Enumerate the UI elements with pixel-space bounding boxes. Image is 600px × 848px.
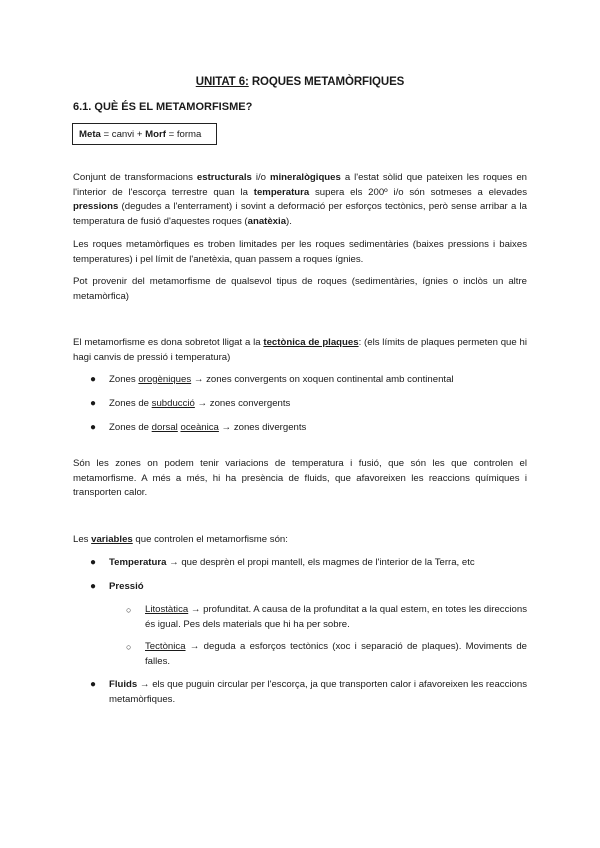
text-run: Zones de (109, 422, 152, 433)
bullet-icon: ● (90, 679, 97, 690)
keyword-tectonica: Tectònica (145, 641, 186, 652)
keyword-pressio: Pressió (109, 581, 144, 592)
section-heading: 6.1. QUÈ ÉS EL METAMORFISME? (73, 101, 253, 113)
text-run: : (els límits de plaques permeten que hi hagi canvis de pressió i temperatura) (73, 337, 527, 363)
paragraph-origin: Pot provenir del metamorfisme de qualsevol tipus de roques (sedimentàries, ígnies o inclòs un altre metamòrfica) (73, 276, 527, 302)
text-run: supera els 200º i/o són sotmeses a elevades (309, 186, 528, 198)
text-run: → zones convergents (194, 398, 291, 409)
paragraph-zones: Són les zones on podem tenir variacions de temperatura i fusió, que són les que controlen el metamorfisme. A més a més, hi ha presència de fluids, que afavoreixen les reaccions químiques i transporten calor. (73, 458, 527, 499)
text-run: Zones de (109, 398, 152, 409)
meta-label: Meta (79, 129, 101, 140)
text-run: → profunditat. A causa de la profunditat a la qual estem, en totes les direccions és igual. Pes dels materials que hi ha per sobre. (145, 604, 527, 630)
keyword-orogeniques: orogèniques (138, 374, 192, 385)
bullet-icon: ● (90, 422, 97, 433)
keyword-tectonica-de-plaques: tectònica de plaques (263, 337, 359, 348)
text-run: ). (286, 215, 292, 227)
keyword-variables: variables (91, 534, 133, 545)
keyword-pressions: pressions (73, 201, 119, 213)
keyword-dorsal: dorsal (151, 422, 178, 433)
paragraph-limits: Les roques metamòrfiques es troben limitades per les roques sedimentàries (baixes pressions i baixes temperatures) i pel límit de l'anetèxia, quan passem a roques ígnies. (73, 239, 527, 265)
text-run: → que desprèn el propi mantell, els magmes de l'interior de la Terra, etc (166, 557, 475, 568)
definition-box (72, 123, 217, 145)
text-run: → els que puguin circular per l'escorça, ja que transporten calor i afavoreixen les reaccions metamòrfiques. (109, 679, 527, 705)
paragraph-variables-intro (73, 533, 527, 548)
unit-name: ROQUES METAMÒRFIQUES (248, 76, 405, 88)
meta-definition: = canvi + (100, 129, 146, 140)
keyword-oceanica: oceànica (180, 422, 219, 433)
bullet-icon: ● (90, 374, 97, 385)
keyword-mineralogiques: mineralògiques (269, 172, 341, 183)
circle-bullet-icon: ○ (126, 605, 132, 615)
keyword-anatexia: anatèxia (247, 215, 287, 227)
keyword-subduccio: subducció (151, 398, 195, 409)
paragraph-tectonics (73, 336, 527, 365)
bullet-icon: ● (90, 398, 97, 409)
morf-definition: = forma (165, 129, 202, 140)
unit-label: UNITAT 6: (195, 76, 249, 88)
text-run: → zones divergents (218, 422, 307, 433)
text-run: → zones convergents on xoquen continental amb continental (191, 374, 454, 385)
keyword-temperatura: Temperatura (109, 557, 167, 568)
text-run: Les (73, 534, 92, 545)
text-run: Zones (109, 374, 139, 385)
paragraph-definition (73, 171, 527, 229)
text-run: Conjunt de transformacions (73, 172, 197, 183)
text-run: i/o (251, 172, 270, 183)
morf-label: Morf (145, 129, 166, 140)
circle-bullet-icon: ○ (126, 642, 132, 652)
text-run: (degudes a l'enterrament) i sovint a deformació per esforços tectònics, però sense arribar a la temperatura de fusió d'aquestes roques ( (73, 201, 527, 227)
bullet-icon: ● (90, 581, 97, 592)
bullet-icon: ● (90, 557, 97, 568)
keyword-estructurals: estructurals (196, 172, 252, 183)
page-title (0, 76, 600, 88)
text-run: El metamorfisme es dona sobretot lligat a la (73, 337, 264, 348)
text-run: que controlen el metamorfisme són: (132, 534, 288, 545)
text-run: → deguda a esforços tectònics (xoc i separació de plaques). Moviments de falles. (145, 641, 527, 667)
keyword-temperatura: temperatura (253, 186, 310, 198)
text-run: a l'estat sòlid que pateixen les roques en l'interior de l'escorça terrestre quan la (73, 172, 528, 198)
keyword-litostatica: Litostàtica (145, 604, 189, 615)
keyword-fluids: Fluids (109, 679, 138, 690)
